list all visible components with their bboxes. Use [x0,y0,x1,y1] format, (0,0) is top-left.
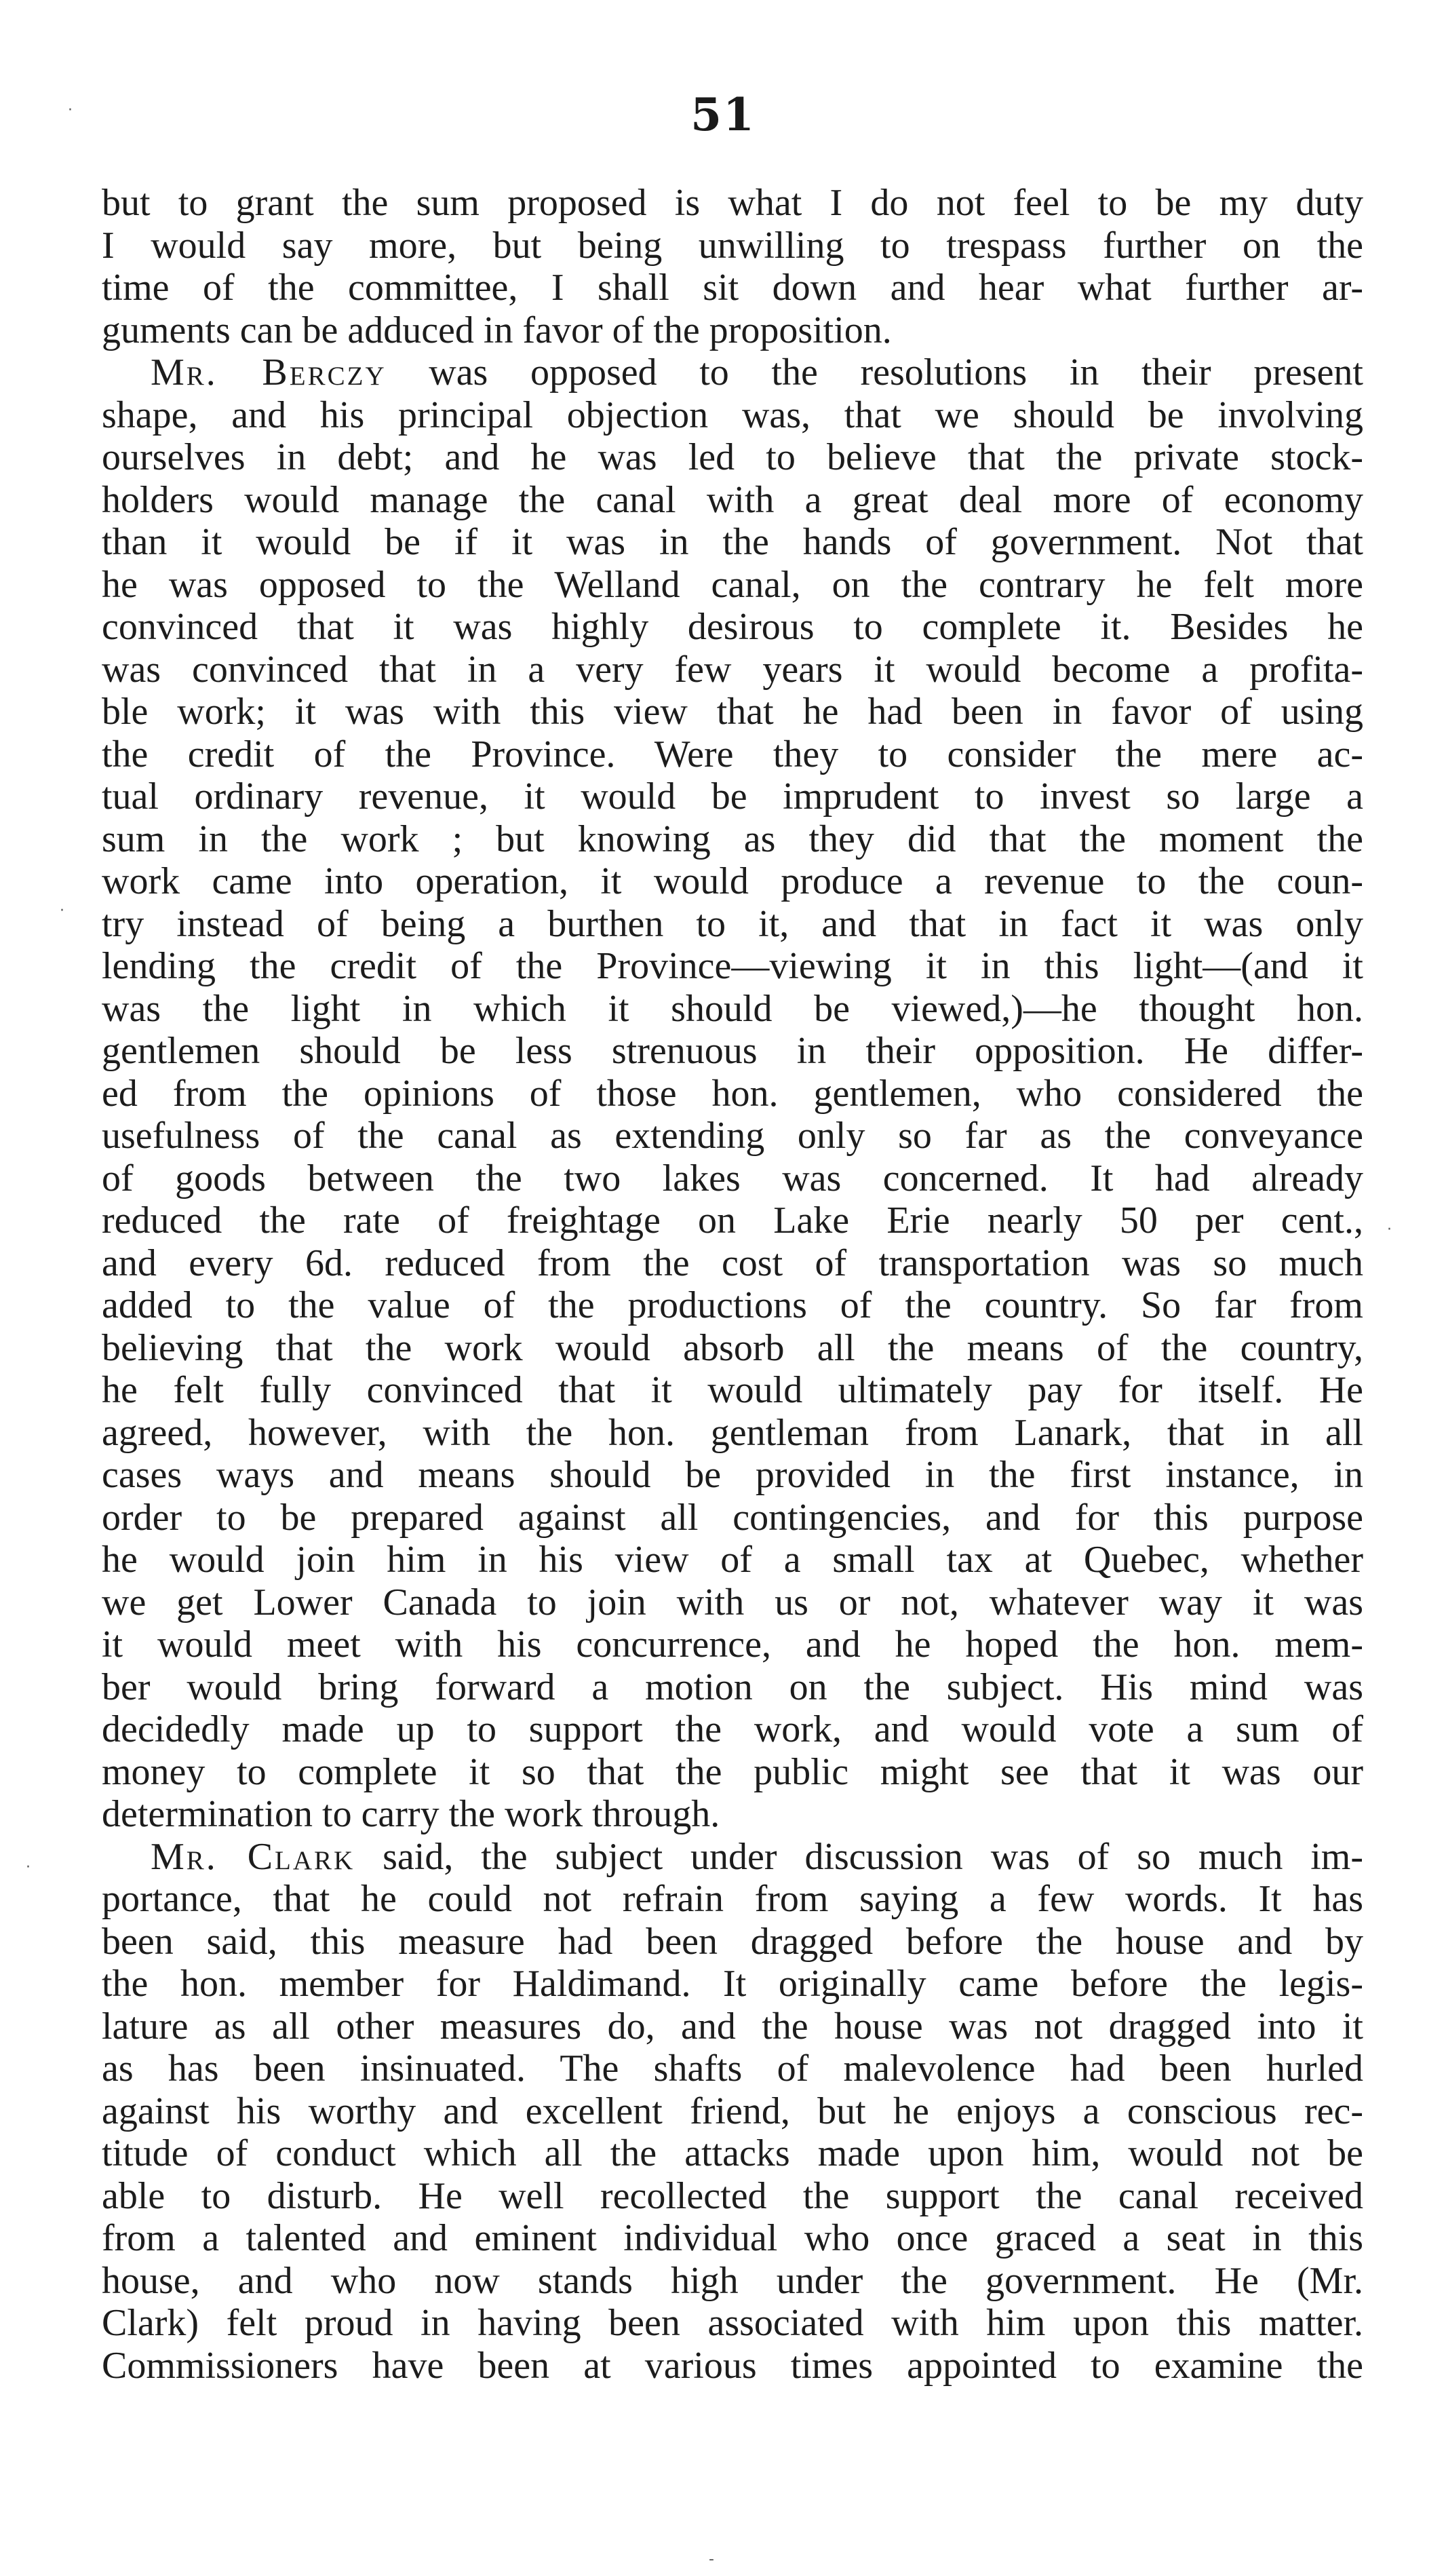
text-line: Commissioners have been at various times appointed to examine the [102,2344,1363,2387]
text-line: as has been insinuated. The shafts of malevolence had been hurled [102,2048,1363,2090]
text-line: time of the committee, I shall sit down and hear what further ar- [102,267,1363,309]
text-line: ble work; it was with this view that he had been in favor of using [102,691,1363,733]
text-line: work came into operation, it would produce a revenue to the coun- [102,860,1363,902]
text-line: it would meet with his concurrence, and he hoped the hon. mem- [102,1623,1363,1666]
text-line: against his worthy and excellent friend, but he enjoys a conscious rec- [102,2090,1363,2132]
text-line [102,1836,1363,1879]
text-line: decidedly made up to support the work, and would vote a sum of [102,1708,1363,1750]
text-line: guments can be adduced in favor of the proposition. [102,309,892,351]
text-line: from a talented and eminent individual who once graced a seat in this [102,2217,1363,2259]
scan-speck: · [60,902,64,919]
text-line: money to complete it so that the public might see that it was our [102,1750,1363,1793]
text-line: was convinced that in a very few years it would become a profita- [102,648,1363,691]
text-line: agreed, however, with the hon. gentleman from Lanark, that in all [102,1411,1363,1454]
text-line: I would say more, but being unwilling to trespass further on the [102,224,1363,267]
text-line: lature as all other measures do, and the house was not dragged into it [102,2005,1363,2048]
text-line: sum in the work ; but knowing as they did that the moment the [102,818,1363,860]
speaker-name: Mr. Clark [151,1835,355,1878]
speech-text: said, the subject under discussion was of so much im- [355,1835,1363,1878]
text-line: lending the credit of the Province—viewing it in this light—(and it [102,945,1363,987]
text-line: holders would manage the canal with a great deal more of economy [102,478,1363,521]
text-line: tual ordinary revenue, it would be imprudent to invest so large a [102,775,1363,818]
text-line: ed from the opinions of those hon. gentlemen, who considered the [102,1072,1363,1115]
text-line: Clark) felt proud in having been associated with him upon this matter. [102,2302,1363,2344]
speaker-name: Mr. Berczy [151,351,387,393]
text-line: shape, and his principal objection was, that we should be involving [102,393,1363,436]
text-line: usefulness of the canal as extending only so far as the conveyance [102,1115,1363,1157]
text-line: been said, this measure had been dragged before the house and by [102,1920,1363,1963]
text-line: try instead of being a burthen to it, and that in fact it was only [102,902,1363,945]
scan-speck: · [1387,1221,1392,1238]
text-line: order to be prepared against all contingencies, and for this purpose [102,1496,1363,1539]
page-number: 51 [690,88,756,141]
text-line: was the light in which it should be viewed,)—he thought hon. [102,987,1363,1030]
text-line: gentlemen should be less strenuous in their opposition. He differ- [102,1030,1363,1072]
speech-text: was opposed to the resolutions in their present [386,351,1363,393]
text-line: ourselves in debt; and he was led to believe that the private stock- [102,436,1363,478]
text-line: house, and who now stands high under the government. He (Mr. [102,2259,1363,2302]
text-line: the credit of the Province. Were they to consider the mere ac- [102,733,1363,775]
text-line: believing that the work would absorb all the means of the country, [102,1326,1363,1369]
text-line [102,351,1363,394]
scan-speck: · [68,102,73,119]
text-line: added to the value of the productions of the country. So far from [102,1284,1363,1326]
text-line: he would join him in his view of a small tax at Quebec, whether [102,1539,1363,1581]
text-line: determination to carry the work through. [102,1793,720,1835]
text-line: than it would be if it was in the hands of government. Not that [102,521,1363,563]
text-line: he felt fully convinced that it would ultimately pay for itself. He [102,1369,1363,1411]
body-text [102,182,1363,2387]
text-line: we get Lower Canada to join with us or not, whatever way it was [102,1581,1363,1623]
text-line: able to disturb. He well recollected the support the canal received [102,2174,1363,2217]
text-line: of goods between the two lakes was concerned. It had already [102,1157,1363,1199]
text-line: titude of conduct which all the attacks made upon him, would not be [102,2132,1363,2174]
text-line: but to grant the sum proposed is what I do not feel to be my duty [102,182,1363,224]
scan-speck: · [26,1859,31,1876]
text-line: reduced the rate of freightage on Lake Erie nearly 50 per cent., [102,1199,1363,1242]
text-line: and every 6d. reduced from the cost of transportation was so much [102,1242,1363,1284]
text-line: portance, that he could not refrain from saying a few words. It has [102,1878,1363,1920]
text-line: ber would bring forward a motion on the subject. His mind was [102,1666,1363,1708]
text-line: the hon. member for Haldimand. It originally came before the legis- [102,1963,1363,2005]
scan-speck: - [709,2551,714,2568]
text-line: convinced that it was highly desirous to complete it. Besides he [102,606,1363,648]
text-line: cases ways and means should be provided in the first instance, in [102,1454,1363,1496]
text-line: he was opposed to the Welland canal, on the contrary he felt more [102,563,1363,606]
